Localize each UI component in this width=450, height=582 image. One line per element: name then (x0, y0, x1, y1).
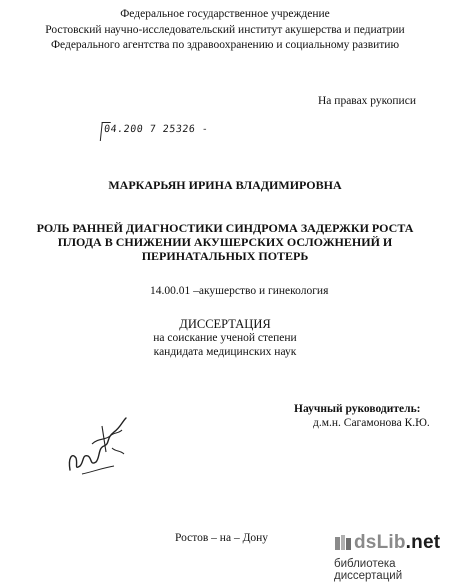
watermark-brand-name: dsLib (354, 532, 406, 553)
degree-line-2: кандидата медицинских наук (153, 346, 297, 358)
dslib-logo-icon (334, 534, 352, 552)
supervisor-label: Научный руководитель: (294, 403, 421, 415)
stamp-number: 04.200 7 25326 - (103, 124, 209, 135)
signature-icon (62, 408, 140, 478)
watermark-brand-tld: .net (405, 532, 441, 553)
degree-line-1: на соискание ученой степени (153, 332, 297, 344)
watermark-subtitle: библиотека диссертаций (334, 558, 403, 582)
stamp-corner-mark (100, 122, 111, 141)
rights-note: На правах рукописи (318, 95, 416, 107)
title-line-3: ПЕРИНАТАЛЬНЫХ ПОТЕРЬ (141, 249, 309, 263)
dissertation-heading: ДИССЕРТАЦИЯ (179, 317, 271, 331)
city-line: Ростов – на – Дону (175, 532, 269, 544)
watermark-brand (354, 532, 440, 554)
supervisor-name: д.м.н. Сагамонова К.Ю. (313, 417, 430, 429)
dslib-watermark (330, 532, 448, 582)
institution-line-2: Ростовский научно-исследовательский институт акушерства и педиатрии (45, 24, 405, 36)
author-name: МАРКАРЬЯН ИРИНА ВЛАДИМИРОВНА (108, 178, 342, 192)
title-line-2: ПЛОДА В СНИЖЕНИИ АКУШЕРСКИХ ОСЛОЖНЕНИЙ И (57, 235, 393, 249)
registration-stamp (103, 124, 208, 135)
specialty-code: 14.00.01 –акушерство и гинекология (150, 285, 329, 297)
institution-line-3: Федерального агентства по здравоохранению и социальному развитию (50, 39, 400, 51)
institution-line-1: Федеральное государственное учреждение (120, 8, 330, 20)
title-line-1: РОЛЬ РАННЕЙ ДИАГНОСТИКИ СИНДРОМА ЗАДЕРЖКИ РОСТА (36, 221, 414, 235)
